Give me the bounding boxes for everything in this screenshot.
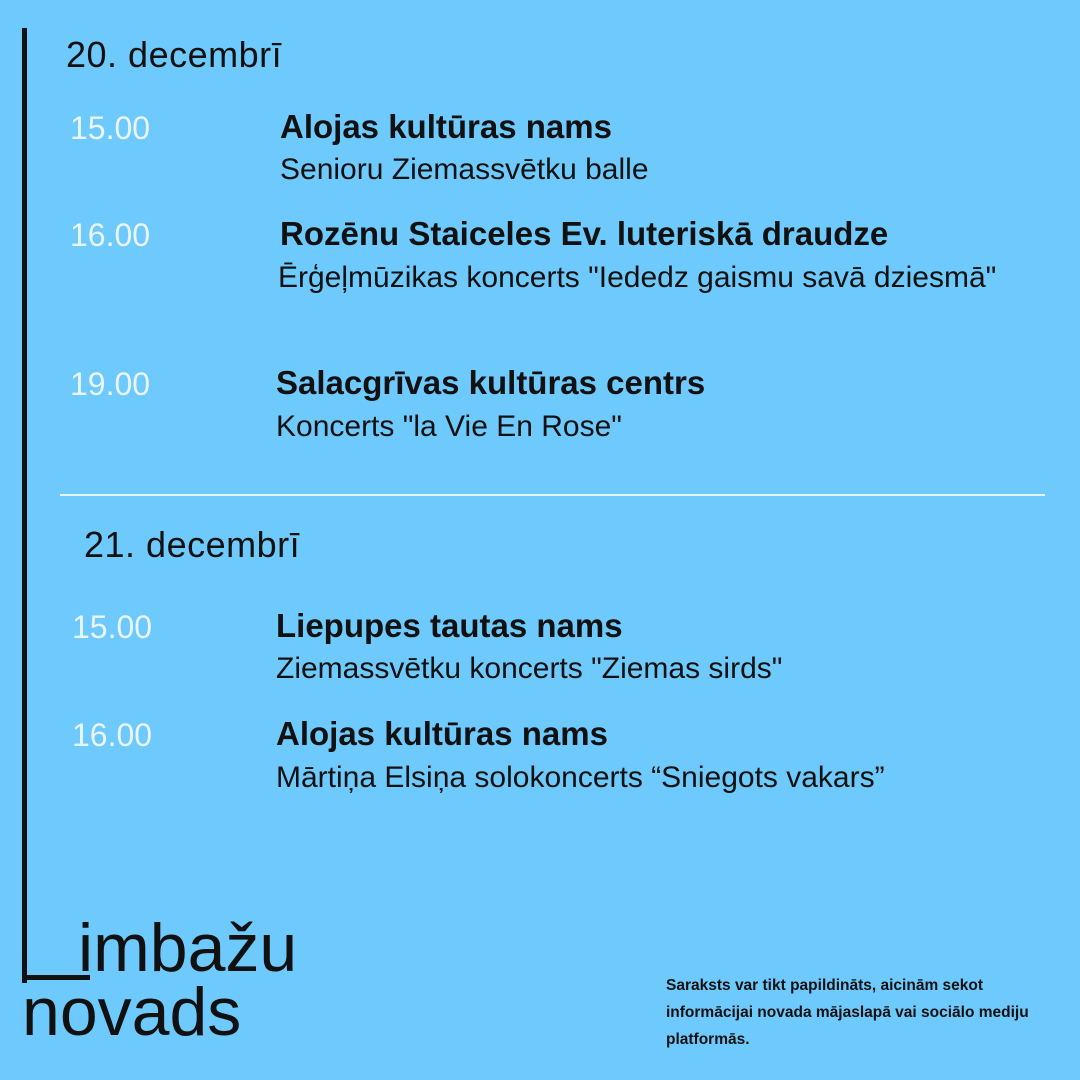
event-time: 15.00 <box>70 110 151 146</box>
event-desc: Koncerts "la Vie En Rose" <box>276 410 622 443</box>
event-place: Rozēnu Staiceles Ev. luteriskā draudze <box>280 215 889 252</box>
event-desc: Ērģeļmūzikas koncerts "Iededz gaismu savā dziesmā" <box>278 261 997 294</box>
event-desc: Mārtiņa Elsiņa solokoncerts “Sniegots vakars” <box>276 761 885 794</box>
event-place: Liepupes tautas nams <box>276 607 623 644</box>
event-place: Salacgrīvas kultūras centrs <box>276 364 706 401</box>
day-heading-1: 20. decembrī <box>66 34 283 75</box>
limbazu-novads-logo <box>18 910 298 1050</box>
event-desc: Senioru Ziemassvētku balle <box>280 153 649 186</box>
event-time: 16.00 <box>70 217 151 253</box>
day-heading-2: 21. decembrī <box>84 524 301 565</box>
event-time: 19.00 <box>70 366 151 402</box>
logo-line-2: novads <box>22 974 242 1050</box>
event-time: 16.00 <box>72 717 153 753</box>
event-place: Alojas kultūras nams <box>276 715 608 752</box>
event-desc: Ziemassvētku koncerts "Ziemas sirds" <box>276 652 783 685</box>
left-vertical-rule <box>22 28 27 983</box>
section-divider <box>60 494 1045 496</box>
event-place: Alojas kultūras nams <box>280 108 612 145</box>
schedule-note: Saraksts var tikt papildināts, aicinām sekot informācijai novada mājaslapā vai sociālo mediju platformās. <box>666 977 1029 1048</box>
logo-line-1: imbažu <box>78 910 298 986</box>
event-time: 15.00 <box>72 609 153 645</box>
